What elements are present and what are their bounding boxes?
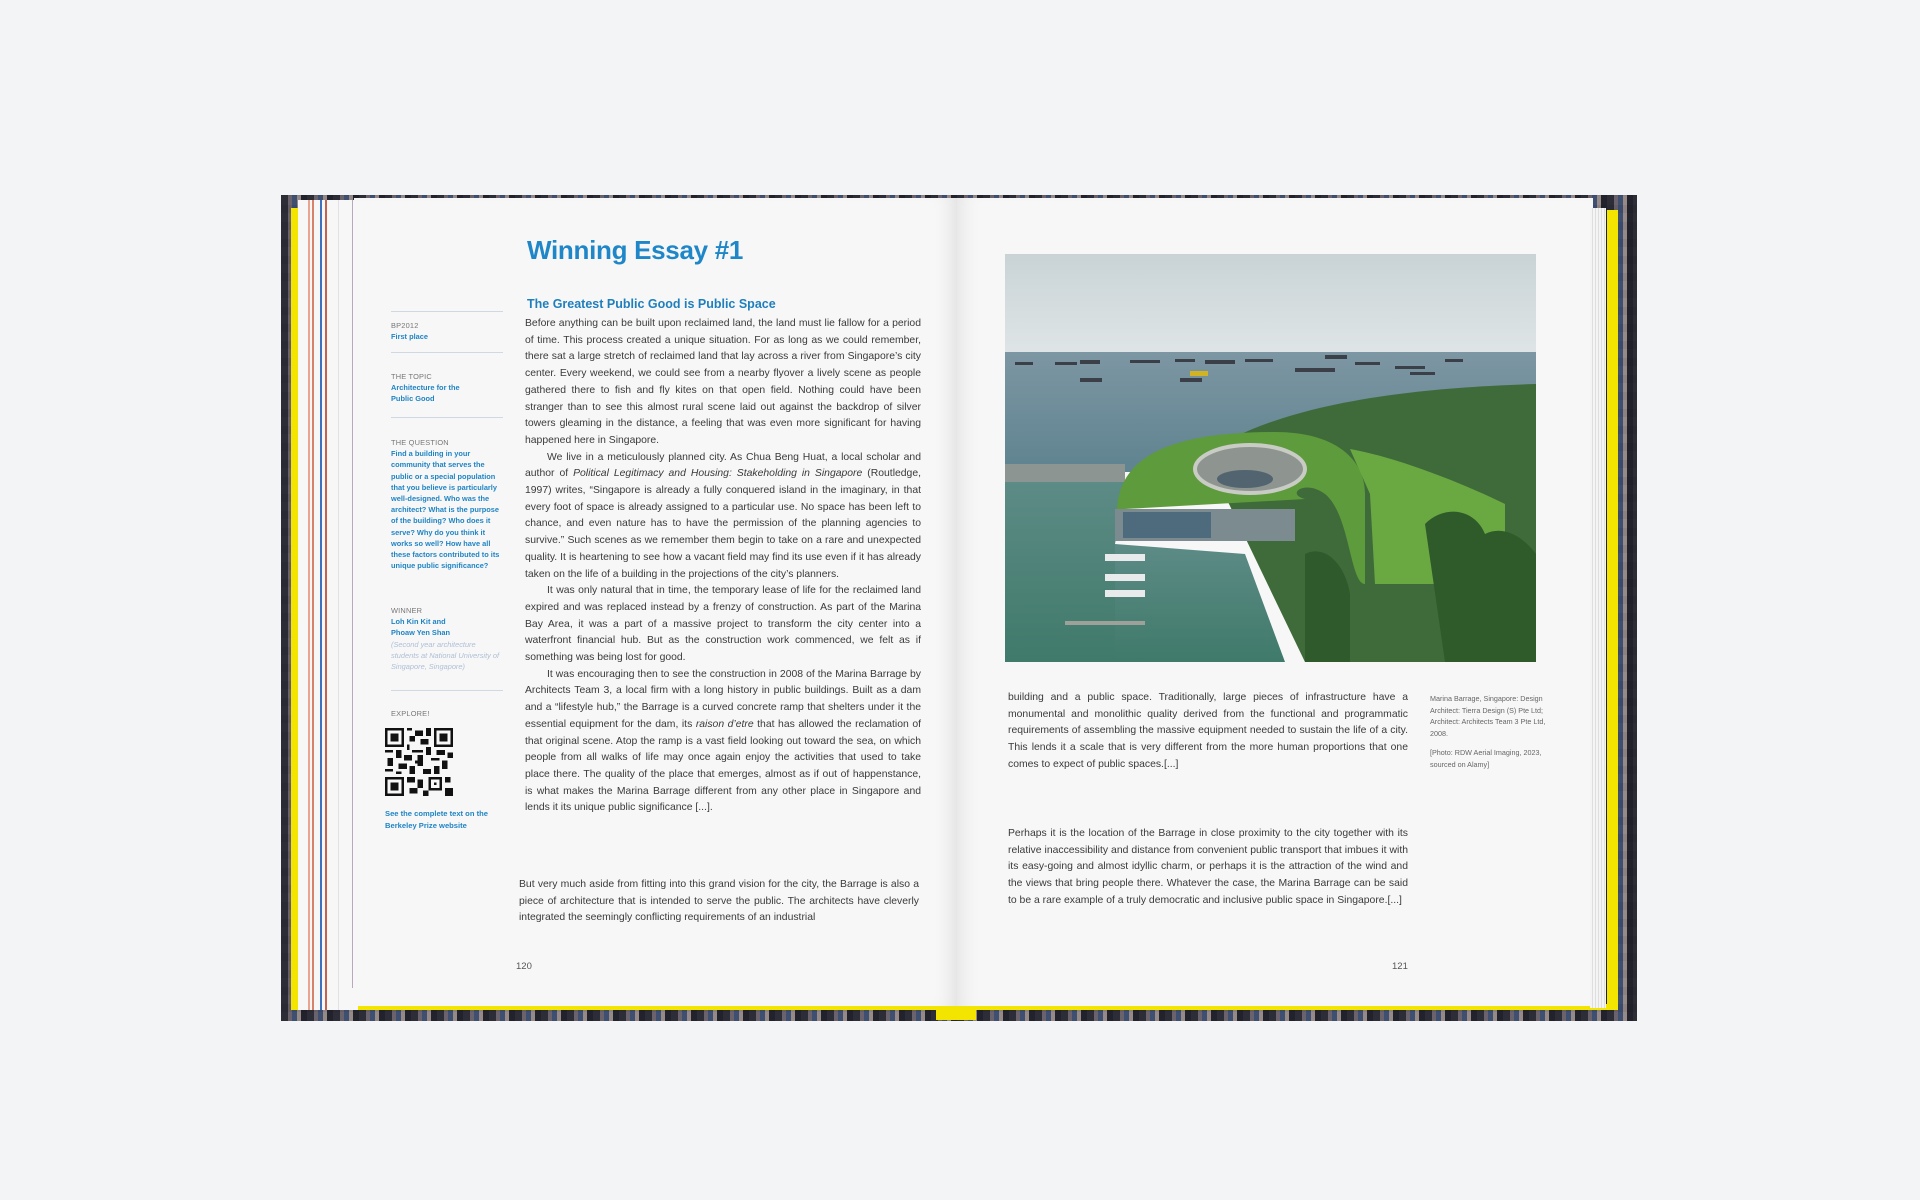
excerpt-block — [519, 877, 919, 927]
sidebar-question — [391, 437, 503, 571]
page-number-right: 121 — [1392, 961, 1408, 972]
sidebar-divider — [391, 311, 503, 312]
question-label: THE QUESTION — [391, 438, 449, 447]
photo-boats — [1105, 554, 1145, 597]
paragraph-text: It was encouraging then to see the construction in 2008 of the Marina Barrage by Architects Team 3, a local firm with a long history in public buildings. Built as a dam and a “lifestyle hub,” the Barrage is a curved concrete ramp that shelters under it the essential equipment for the dam, its — [525, 668, 921, 730]
page-inner-rule — [352, 200, 353, 988]
sidebar-divider — [391, 352, 503, 353]
italic-phrase: raison d’etre — [695, 718, 754, 730]
essay-body — [525, 316, 921, 817]
paragraph: It was only natural that in time, the temporary lease of life for the reclaimed land expired and was replaced instead by a frenzy of construction. As part of the Marina Bay Area, it was a part of a massive project to transform the city center into a waterfront financial hub. But as the construction work commenced, we felt as if something was being lost for good. — [525, 585, 921, 664]
sidebar-topic — [391, 371, 503, 405]
winner-value: Loh Kin Kit and Phoaw Yen Shan — [391, 617, 451, 638]
paragraph-text: We live in a meticulously planned city. As Chua Beng Huat, a local scholar and author of — [525, 451, 921, 480]
winner-note: (Second year architecture students at National University of Singapore, Singapore) — [391, 639, 500, 672]
paragraph: Before anything can be built upon reclaimed land, the land must lie fallow for a period of time. This process created a unique situation. For as long as we could remember, there sat a large stretch of reclaimed land that lay across a river from Singapore’s city center. Every weekend, we could see from a nearby flyover a lively scene as people gathered there to fish and fly kites on that open field. Nothing could have been stranger than to see this almost rural scene laid out against the backdrop of silver towers gleaming in the distance, a feeling that was even more significant for having happened here in Singapore. — [525, 318, 921, 446]
excerpt-continued — [1008, 690, 1408, 774]
sidebar-divider — [391, 690, 503, 691]
yellow-edge-right — [1607, 210, 1618, 1010]
paragraph: Perhaps it is the location of the Barrage in close proximity to the city together with its relative inaccessibility and distance from convenient public transport that imbues it with its easy-going and almost idyllic charm, or perhaps it is the attraction of the wind and the views that bring people there. Whatever the case, the Marina Barrage can be said to be a rare example of a truly democratic and inclusive public space in Singapore.[...] — [1008, 828, 1408, 906]
book-title: Political Legitimacy and Housing: Stakeholding in Singapore — [573, 468, 863, 480]
sidebar-divider — [391, 417, 503, 418]
page-edges-left — [298, 200, 358, 1010]
sidebar-explore — [391, 708, 503, 719]
page-number-left: 120 — [516, 961, 532, 972]
essay-title: Winning Essay #1 — [527, 235, 744, 265]
paragraph-text: that has allowed the reclamation of that original scene. Atop the ramp is a vast field looking out toward the sea, on which people from all walks of life may once again enjoy the activities that used to take place there. The quality of the place that emerges, almost as if out of happenstance, is what makes the Marina Barrage different from any other place in Singapore and lends it its unique public significance [...]. — [525, 718, 921, 814]
photo-dam — [1005, 464, 1125, 482]
winner-label: WINNER — [391, 606, 423, 615]
edition-label: BP2012 — [391, 321, 419, 330]
topic-value: Architecture for the Public Good — [391, 383, 460, 404]
paragraph: But very much aside from fitting into this grand vision for the city, the Barrage is also a piece of architecture that is intended to serve the public. The architects have cleverly integrated the seemingly conflicting requirements of an industrial — [519, 879, 919, 924]
explore-label: EXPLORE! — [391, 709, 430, 718]
paragraph: building and a public space. Traditionally, large pieces of infrastructure have a monumental and monolithic quality derived from the functional and programmatic requirements of assembling the massive equipment needed to sustain the life of a city. This lends it a scale that is very different from the more human proportions that one comes to expect of public spaces.[...] — [1008, 692, 1408, 770]
topic-label: THE TOPIC — [391, 372, 432, 381]
photo-credit: [Photo: RDW Aerial Imaging, 2023, sourced on Alamy] — [1430, 748, 1542, 769]
paragraph — [525, 667, 921, 817]
spine-tab — [936, 1010, 976, 1020]
paragraph-text: (Routledge, 1997) writes, “Singapore is already a fully conquered island in the imaginary, in that every foot of space is already assigned to a particular use. No space has been left to chance, and even nature has to have the permission of the planning agencies to survive.” Such scenes as we remember them begin to take on a rare and unexpected quality. It is heartening to see how a vacant field may find its use even if it has already taken on the life of a building in the projections of the city’s planners. — [525, 468, 922, 580]
essay-subtitle: The Greatest Public Good is Public Space — [527, 297, 776, 311]
caption-text: Marina Barrage, Singapore: Design Architect: Tierra Design (S) Pte Ltd; Architect: Architects Team 3 Pte Ltd, 2008. — [1430, 694, 1546, 738]
sidebar-winner — [391, 605, 503, 672]
qr-code-icon[interactable] — [385, 728, 453, 796]
berkeley-prize-link[interactable]: See the complete text on the Berkeley Prize website — [385, 809, 488, 830]
paragraph — [525, 450, 921, 584]
edition-value: First place — [391, 332, 428, 342]
marina-barrage-photo — [1005, 254, 1536, 662]
photo-lagoon — [1005, 482, 1125, 662]
photo-caption — [1430, 693, 1548, 778]
question-value: Find a building in your community that serves the public or a special population that you believe is particularly well-designed. Who was the architect? What is the purpose of the building? Who does it serve? Why do you think it works so well? How have all these factors contributed to its unique public significance? — [391, 449, 500, 571]
sidebar-edition — [391, 320, 503, 342]
photo-sky — [1005, 254, 1536, 354]
page-edges-right — [1590, 208, 1606, 1008]
excerpt-block — [1008, 826, 1408, 910]
